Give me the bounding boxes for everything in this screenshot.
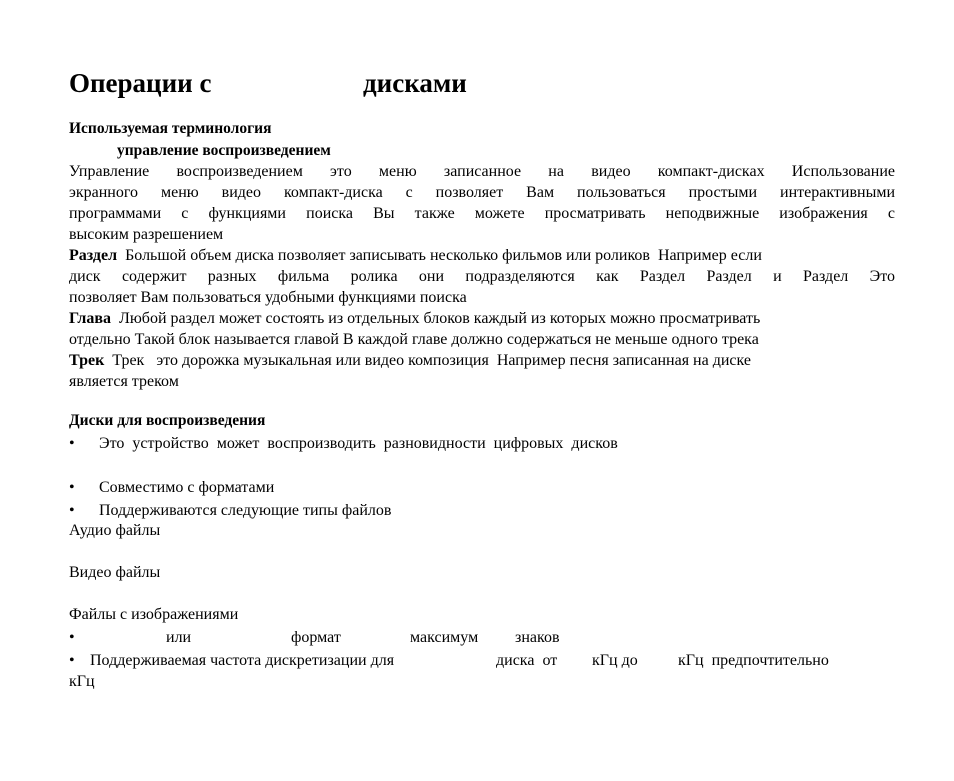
bullet-marker: • bbox=[69, 652, 75, 669]
discs-heading: Диски для воспроизведения bbox=[69, 412, 266, 429]
chapter-definition-line-2: отдельно Такой блок называется главой В каждой главе должно содержаться не меньше одного трека bbox=[69, 331, 759, 348]
bullet-item-disc-types: Это устройство может воспроизводить разновидности цифровых дисков bbox=[99, 435, 618, 452]
bullet-marker: • bbox=[69, 502, 75, 519]
bullet-marker: • bbox=[69, 435, 75, 452]
bullet-word: формат bbox=[291, 629, 341, 646]
track-term: Трек bbox=[69, 352, 105, 369]
track-definition-line-2: является треком bbox=[69, 373, 179, 390]
page-title-continued: дисками bbox=[363, 68, 467, 98]
pbc-paragraph-line-1: Управление воспроизведением это меню записанное на видео компакт-дисках Использование bbox=[69, 163, 895, 180]
bullet-word: или bbox=[166, 629, 192, 646]
sampling-rate-text: кГц до bbox=[592, 652, 638, 669]
section-text: Большой объем диска позволяет записывать несколько фильмов или роликов Например если bbox=[125, 247, 762, 264]
bullet-word: максимум bbox=[410, 629, 479, 646]
sampling-rate-unit: кГц bbox=[69, 673, 95, 690]
track-definition-line-1 bbox=[69, 351, 751, 371]
bullet-word: знаков bbox=[515, 629, 560, 646]
sampling-rate-text: Поддерживаемая частота дискретизации для bbox=[90, 652, 395, 669]
video-files-label: Видео файлы bbox=[69, 564, 161, 581]
audio-files-label: Аудио файлы bbox=[69, 522, 161, 539]
bullet-item-file-types: Поддерживаются следующие типы файлов bbox=[99, 502, 392, 519]
section-term: Раздел bbox=[69, 247, 118, 264]
section-definition-line-3: позволяет Вам пользоваться удобными функциями поиска bbox=[69, 289, 467, 306]
bullet-marker: • bbox=[69, 479, 75, 496]
track-text: Трек это дорожка музыкальная или видео композиция Например песня записанная на диске bbox=[112, 352, 751, 369]
chapter-text: Любой раздел может состоять из отдельных блоков каждый из которых можно просматривать bbox=[119, 310, 761, 327]
terminology-heading: Используемая терминология bbox=[69, 120, 272, 137]
sampling-rate-text: кГц предпочтительно bbox=[678, 652, 829, 669]
chapter-term: Глава bbox=[69, 310, 111, 327]
bullet-item-formats: Совместимо с форматами bbox=[99, 479, 275, 496]
pbc-paragraph-line-2: экранного меню видео компакт-диска с позволяет Вам пользоваться простыми интерактивными bbox=[69, 184, 895, 201]
chapter-definition-line-1 bbox=[69, 309, 760, 329]
section-definition-line-1 bbox=[69, 246, 762, 266]
bullet-marker: • bbox=[69, 629, 75, 646]
page-title: Операции с bbox=[69, 68, 212, 98]
terminology-subheading: управление воспроизведением bbox=[117, 142, 331, 159]
pbc-paragraph-line-4: высоким разрешением bbox=[69, 226, 224, 243]
pbc-paragraph-line-3: программами с функциями поиска Вы также можете просматривать неподвижные изображения с bbox=[69, 205, 895, 222]
sampling-rate-text: диска от bbox=[496, 652, 558, 669]
section-definition-line-2: диск содержит разных фильма ролика они подразделяются как Раздел Раздел и Раздел Это bbox=[69, 268, 895, 285]
image-files-label: Файлы с изображениями bbox=[69, 606, 239, 623]
